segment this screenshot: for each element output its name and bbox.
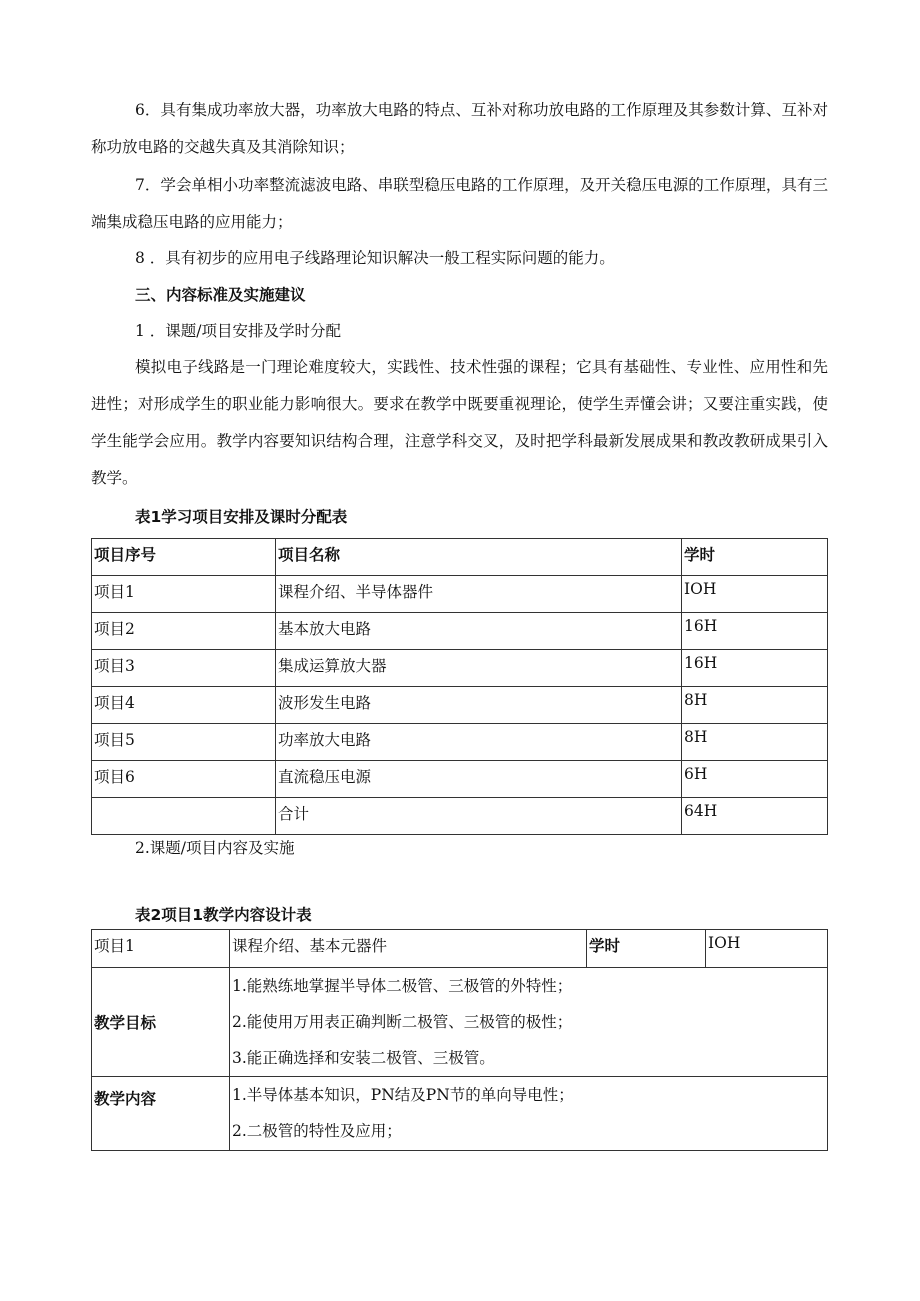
cell: 项目1 (92, 576, 276, 613)
subheading-1: 1 ．课题/项目安排及学时分配 (135, 322, 342, 340)
table-row (92, 930, 828, 968)
hours-label-cell: 学时 (587, 930, 706, 968)
table-row (92, 687, 828, 724)
cell: 项目3 (92, 650, 276, 687)
table2-caption: 表2项目1教学内容设计表 (135, 906, 312, 924)
cell: 项目6 (92, 761, 276, 798)
goals-cell (230, 968, 828, 1077)
cell: 功率放大电路 (276, 724, 682, 761)
header-cell: 项目序号 (92, 539, 276, 576)
cell: 16H (682, 613, 828, 650)
teaching-design-table (91, 929, 828, 1151)
table1-caption: 表1学习项目安排及课时分配表 (135, 508, 348, 526)
project-name-cell: 课程介绍、基本元器件 (230, 930, 587, 968)
cell: 8H (682, 724, 828, 761)
subheading-2: 2.课题/项目内容及实施 (135, 839, 295, 857)
content-item: 1.半导体基本知识，PN结及PN节的单向导电性； (232, 1086, 574, 1104)
content-label-cell: 教学内容 (92, 1077, 230, 1151)
header-cell: 项目名称 (276, 539, 682, 576)
cell: 集成运算放大器 (276, 650, 682, 687)
goals-label-cell: 教学目标 (92, 968, 230, 1077)
cell: 16H (682, 650, 828, 687)
table-row (92, 724, 828, 761)
cell: 8H (682, 687, 828, 724)
goal-item: 3.能正确选择和安装二极管、三极管。 (232, 1049, 495, 1067)
cell: 课程介绍、半导体器件 (276, 576, 682, 613)
paragraph-item-6: 6．具有集成功率放大器，功率放大电路的特点、互补对称功放电路的工作原理及其参数计算、互补对称功放电路的交越失真及其消除知识； (91, 101, 828, 156)
paragraph-item-7: 7．学会单相小功率整流滤波电路、串联型稳压电路的工作原理，及开关稳压电源的工作原理，具有三端集成稳压电路的应用能力； (91, 176, 828, 231)
header-cell: 学时 (682, 539, 828, 576)
cell: 6H (682, 761, 828, 798)
table-row (92, 968, 828, 1077)
cell: 项目4 (92, 687, 276, 724)
cell (92, 798, 276, 835)
hours-cell: IOH (706, 930, 828, 968)
cell: 64H (682, 798, 828, 835)
paragraph-item-8: 8 ．具有初步的应用电子线路理论知识解决一般工程实际问题的能力。 (135, 249, 615, 267)
goal-item: 2.能使用万用表正确判断二极管、三极管的极性； (232, 1013, 573, 1031)
table-header-row (92, 539, 828, 576)
cell: 基本放大电路 (276, 613, 682, 650)
cell: 项目5 (92, 724, 276, 761)
table-row (92, 650, 828, 687)
content-cell (230, 1077, 828, 1151)
cell: 直流稳压电源 (276, 761, 682, 798)
table-row (92, 1077, 828, 1151)
project-schedule-table (91, 538, 828, 835)
table-row-total (92, 798, 828, 835)
section-heading: 三、内容标准及实施建议 (135, 286, 306, 304)
goal-item: 1.能熟练地掌握半导体二极管、三极管的外特性； (232, 977, 573, 995)
cell: 合计 (276, 798, 682, 835)
project-cell: 项目1 (92, 930, 230, 968)
cell: 波形发生电路 (276, 687, 682, 724)
table-row (92, 576, 828, 613)
cell: 项目2 (92, 613, 276, 650)
intro-paragraph: 模拟电子线路是一门理论难度较大，实践性、技术性强的课程；它具有基础性、专业性、应用性和先进性；对形成学生的职业能力影响很大。要求在教学中既要重视理论，使学生弄懂会讲；又要注重实践，使学生能学会应用。教学内容要知识结构合理，注意学科交叉，及时把学科最新发展成果和教改教研成果引入教学。 (91, 358, 828, 487)
content-item: 2.二极管的特性及应用； (232, 1122, 402, 1140)
table-row (92, 761, 828, 798)
cell: IOH (682, 576, 828, 613)
table-row (92, 613, 828, 650)
